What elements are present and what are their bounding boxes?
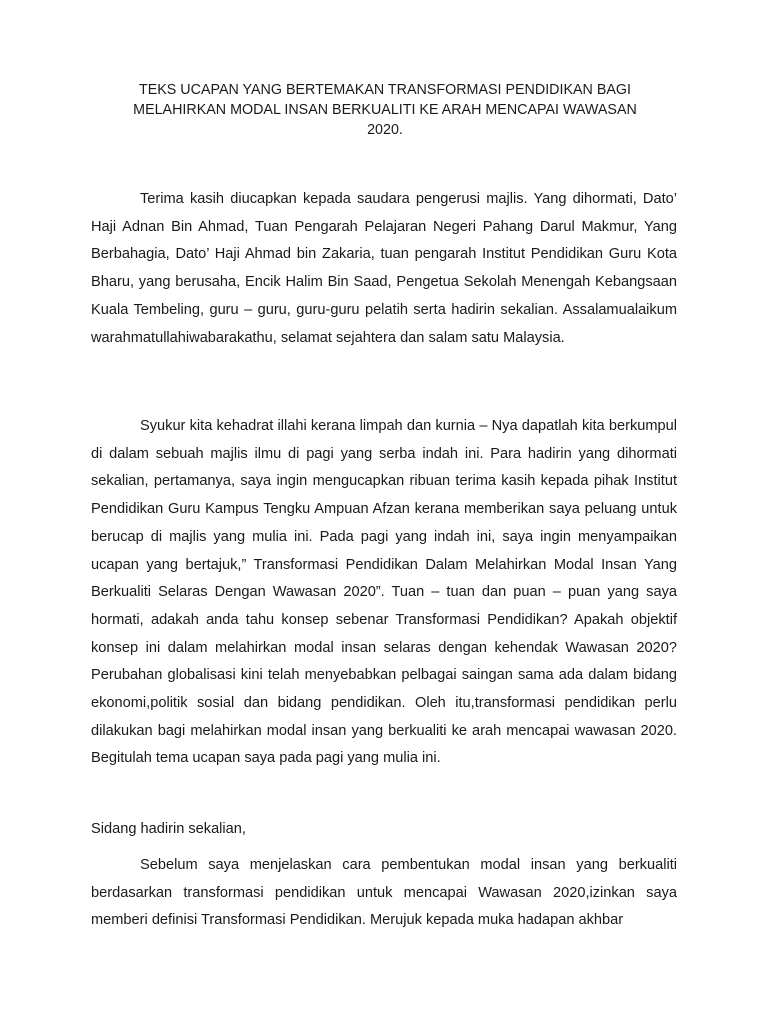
salutation-text: Sidang hadirin sekalian, [91, 821, 246, 837]
paragraph-text: Syukur kita kehadrat illahi kerana limpah dan kurnia – Nya dapatlah kita berkumpul di dalam sebuah majlis ilmu di pagi yang serba indah ini. Para hadirin yang dihormati sekalian, pertamanya, saya ingin mengucapkan ribuan terima kasih kepada pihak Institut Pendidikan Guru Kampus Tengku Ampuan Afzan kerana memberikan saya peluang untuk berucap di majlis yang mulia ini. Pada pagi yang indah ini, saya ingin menyampaikan ucapan yang bertajuk,” Transformasi Pendidikan Dalam Melahirkan Modal Insan Yang Berkualiti Selaras Dengan Wawasan 2020”. Tuan – tuan dan puan – puan yang saya hormati, adakah anda tahu konsep sebenar Transformasi Pendidikan? Apakah objektif konsep ini dalam melahirkan modal insan selaras dengan kehendak Wawasan 2020? Perubahan globalisasi kini telah menyebabkan pelbagai saingan sama ada dalam bidang ekonomi,politik sosial dan bidang pendidikan. Oleh itu,transformasi pendidikan perlu dilakukan bagi melahirkan modal insan yang berkualiti ke arah mencapai wawasan 2020. Begitulah tema ucapan saya pada pagi yang mulia ini. [91, 418, 677, 767]
title-line-1: TEKS UCAPAN YANG BERTEMAKAN TRANSFORMASI PENDIDIKAN BAGI [138, 82, 632, 98]
title-line-3: 2020. [367, 122, 403, 138]
paragraph-text: Terima kasih diucapkan kepada saudara pengerusi majlis. Yang dihormati, Dato’ Haji Adnan Bin Ahmad, Tuan Pengarah Pelajaran Negeri Pahang Darul Makmur, Yang Berbahagia, Dato’ Haji Ahmad bin Zakaria, tuan pengarah Institut Pendidikan Guru Kota Bharu, yang berusaha, Encik Halim Bin Saad, Pengetua Sekolah Menengah Kebangsaan Kuala Tembeling, guru – guru, guru-guru pelatih serta hadirin sekalian. Assalamualaikum warahmatullahiwabarakathu, selamat sejahtera dan salam satu Malaysia. [91, 191, 677, 346]
paragraph-greeting [91, 186, 677, 352]
paragraph-introduction [91, 413, 677, 773]
paragraph-text: Sebelum saya menjelaskan cara pembentukan modal insan yang berkualiti berdasarkan transformasi pendidikan untuk mencapai Wawasan 2020,izinkan saya memberi definisi Transformasi Pendidikan. Merujuk kepada muka hadapan akhbar [91, 857, 677, 929]
document-title [90, 80, 680, 140]
title-line-2: MELAHIRKAN MODAL INSAN BERKUALITI KE ARAH MENCAPAI WAWASAN [133, 102, 637, 118]
paragraph-definition [91, 852, 677, 935]
salutation-block [91, 816, 677, 844]
